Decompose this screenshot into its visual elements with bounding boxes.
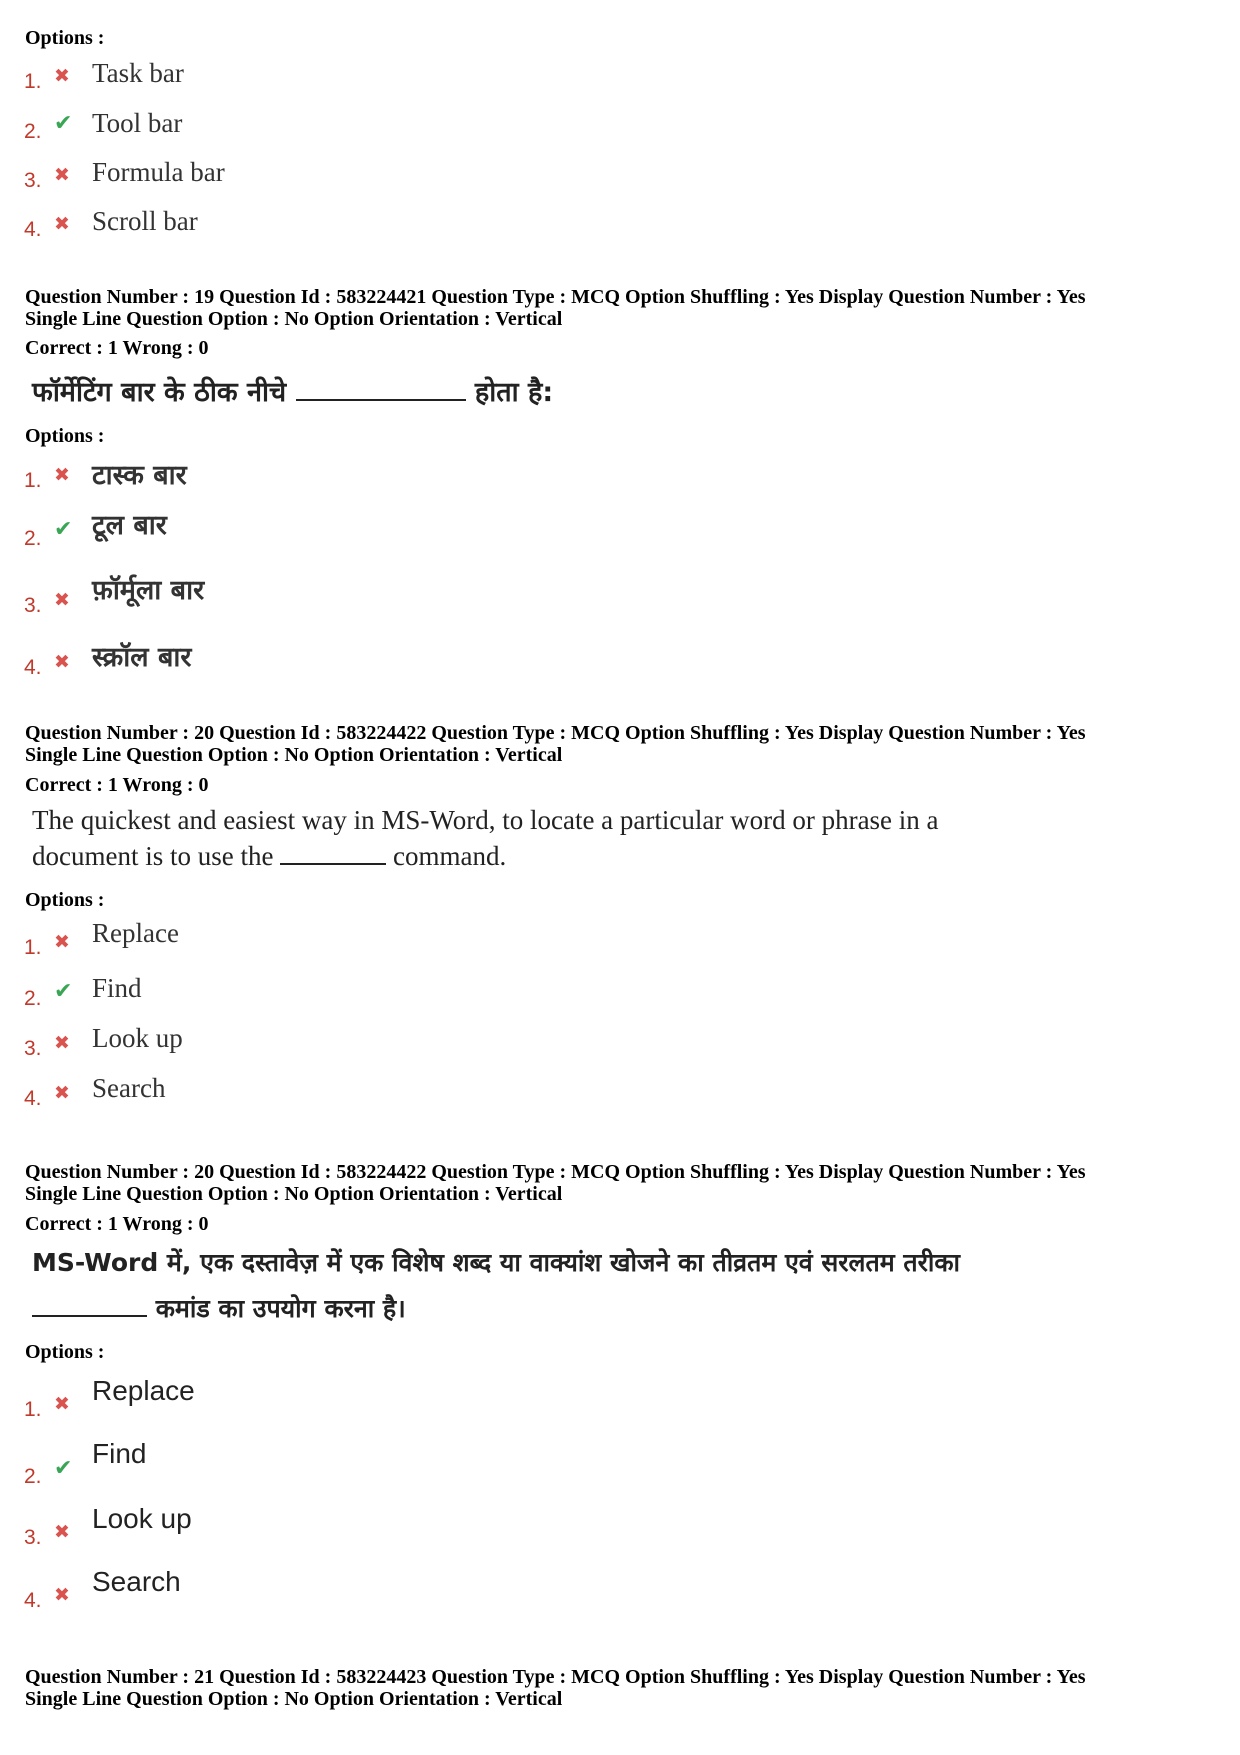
option-text: Look up (92, 1023, 183, 1053)
score-line: Correct : 1 Wrong : 0 (25, 1213, 209, 1235)
option-number: 3. (24, 594, 42, 617)
option-number: 2. (24, 987, 42, 1010)
option-text: टास्क बार (92, 460, 187, 491)
options-label: Options : (25, 27, 105, 49)
option-text: Replace (92, 918, 179, 948)
options-label: Options : (25, 889, 105, 911)
question-text (32, 802, 939, 874)
question-meta (25, 1162, 1085, 1205)
x-mark-icon: ✖ (54, 65, 70, 87)
option-text: Look up (92, 1503, 192, 1534)
option-text: टूल बार (92, 510, 167, 541)
option-number: 4. (24, 1087, 42, 1110)
question-text-line (32, 1286, 960, 1332)
option-text: Find (92, 1438, 147, 1469)
option-text: स्क्रॉल बार (92, 642, 192, 673)
answer-blank (280, 862, 386, 865)
x-mark-icon: ✖ (54, 1082, 70, 1104)
option-text: Task bar (92, 58, 184, 88)
options-label: Options : (25, 1341, 105, 1363)
question-text-line (32, 838, 939, 874)
option-number: 3. (24, 1037, 42, 1060)
option-number: 2. (24, 527, 42, 550)
question-text-line: The quickest and easiest way in MS-Word, to locate a particular word or phrase in a (32, 805, 939, 835)
option-text: Search (92, 1566, 181, 1597)
question-meta (25, 1667, 1085, 1710)
score-line: Correct : 1 Wrong : 0 (25, 774, 209, 796)
option-number: 3. (24, 1526, 42, 1549)
question-meta-line: Question Number : 19 Question Id : 583224421 Question Type : MCQ Option Shuffling : Yes Display Question Number : Yes (25, 286, 1086, 308)
x-mark-icon: ✖ (54, 1521, 70, 1543)
option-text: Scroll bar (92, 206, 198, 236)
question-meta-line: Question Number : 21 Question Id : 583224423 Question Type : MCQ Option Shuffling : Yes Display Question Number : Yes (25, 1666, 1086, 1688)
x-mark-icon: ✖ (54, 651, 70, 673)
question-text-line: MS-Word में, एक दस्तावेज़ में एक विशेष शब्द या वाक्यांश खोजने का तीव्रतम एवं सरलतम तरीका (32, 1248, 960, 1277)
x-mark-icon: ✖ (54, 1393, 70, 1415)
question-meta-line: Question Number : 20 Question Id : 583224422 Question Type : MCQ Option Shuffling : Yes Display Question Number : Yes (25, 1161, 1086, 1183)
option-text: Search (92, 1073, 166, 1103)
x-mark-icon: ✖ (54, 931, 70, 953)
option-number: 2. (24, 1465, 42, 1488)
x-mark-icon: ✖ (54, 589, 70, 611)
option-text: Find (92, 973, 142, 1003)
option-number: 1. (24, 70, 42, 93)
option-number: 1. (24, 1398, 42, 1421)
x-mark-icon: ✖ (54, 213, 70, 235)
option-number: 3. (24, 169, 42, 192)
check-mark-icon: ✔ (54, 111, 73, 136)
x-mark-icon: ✖ (54, 464, 70, 486)
question-meta-line: Single Line Question Option : No Option Orientation : Vertical (25, 743, 563, 766)
option-number: 4. (24, 218, 42, 241)
question-text-part: फॉर्मेटिंग बार के ठीक नीचे (32, 377, 296, 408)
question-text (32, 370, 553, 416)
question-text-part: होता है: (465, 377, 554, 408)
options-label: Options : (25, 425, 105, 447)
x-mark-icon: ✖ (54, 1032, 70, 1054)
option-number: 1. (24, 469, 42, 492)
option-text: Tool bar (92, 108, 183, 138)
question-meta-line: Question Number : 20 Question Id : 583224422 Question Type : MCQ Option Shuffling : Yes Display Question Number : Yes (25, 722, 1086, 744)
answer-blank (32, 1314, 147, 1317)
check-mark-icon: ✔ (54, 517, 73, 542)
x-mark-icon: ✖ (54, 1584, 70, 1606)
option-number: 4. (24, 656, 42, 679)
check-mark-icon: ✔ (54, 979, 73, 1004)
question-meta-line: Single Line Question Option : No Option Orientation : Vertical (25, 1687, 563, 1710)
question-text-part: document is to use the (32, 841, 281, 871)
option-number: 1. (24, 936, 42, 959)
question-text-part: command. (386, 841, 507, 871)
option-text: Replace (92, 1375, 195, 1406)
question-text-part: कमांड का उपयोग करना है। (147, 1294, 406, 1323)
question-meta-line: Single Line Question Option : No Option Orientation : Vertical (25, 1182, 563, 1205)
check-mark-icon: ✔ (54, 1456, 73, 1481)
x-mark-icon: ✖ (54, 164, 70, 186)
answer-blank (296, 398, 466, 401)
option-number: 4. (24, 1589, 42, 1612)
option-text: फ़ॉर्मूला बार (92, 575, 205, 606)
question-meta (25, 723, 1085, 766)
question-meta (25, 287, 1085, 330)
option-text: Formula bar (92, 157, 225, 187)
question-text (32, 1240, 960, 1332)
option-number: 2. (24, 120, 42, 143)
question-meta-line: Single Line Question Option : No Option Orientation : Vertical (25, 307, 563, 330)
score-line: Correct : 1 Wrong : 0 (25, 337, 209, 359)
